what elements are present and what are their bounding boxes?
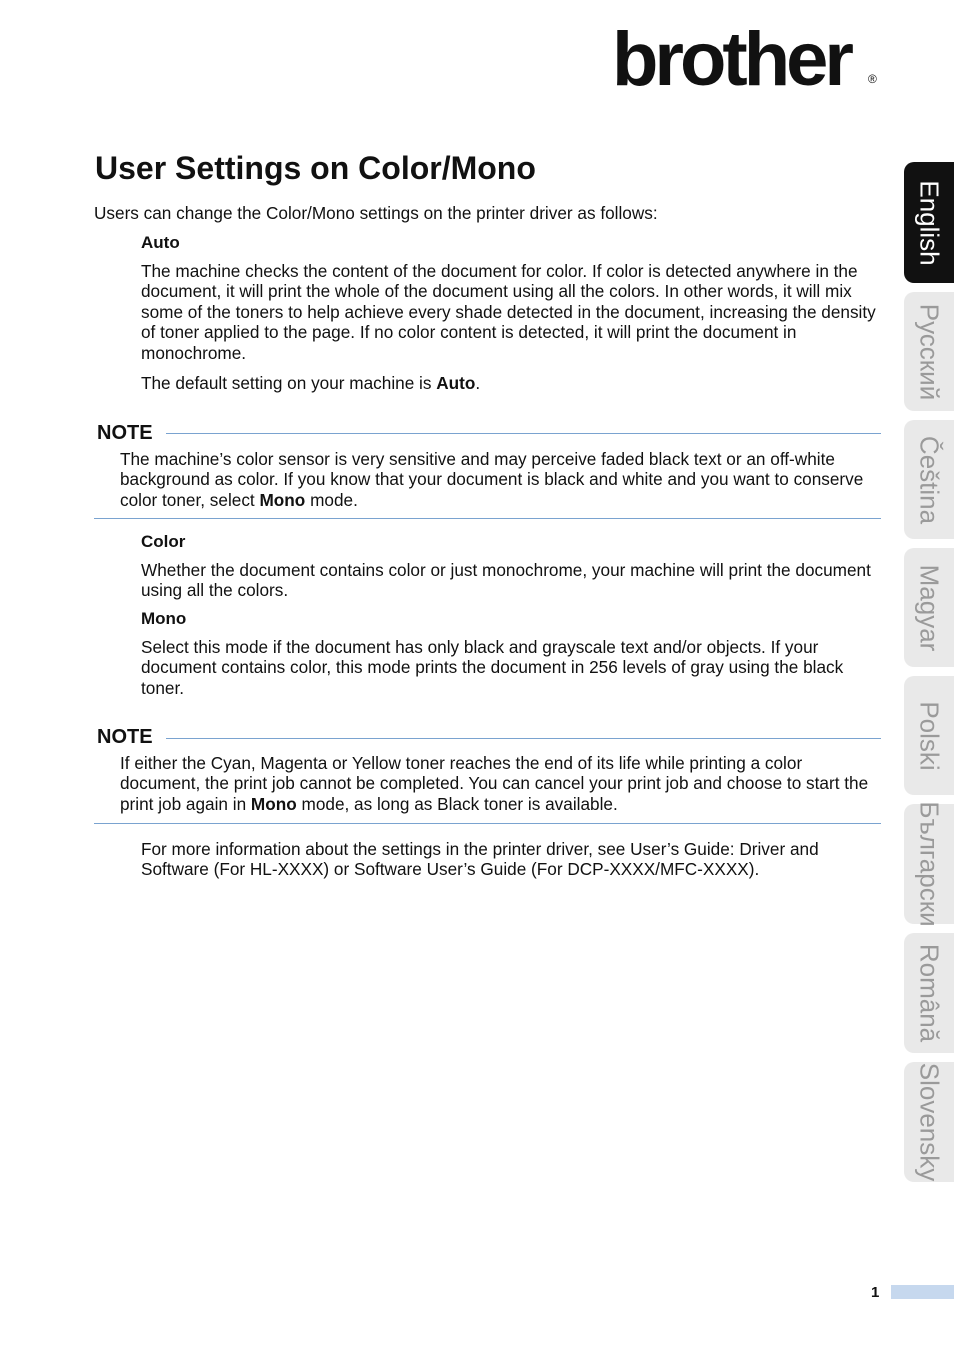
note1-bold: Mono: [259, 489, 306, 510]
tab-label: Български: [914, 801, 945, 927]
more-info-text: For more information about the settings in the printer driver, see User’s Guide: Driver and Software (For HL-XXXX) or Software User’s Guide (For DCP-XXXX/MFC-XXXX).: [141, 839, 819, 880]
color-description: Whether the document contains color or just monochrome, your machine will print the document using all the colors.: [141, 560, 871, 601]
tab-label: Slovensky: [914, 1062, 945, 1182]
default-pre: The default setting on your machine is: [141, 373, 437, 393]
note-text-1: [120, 449, 872, 510]
default-bold: Auto: [436, 373, 476, 393]
auto-default-text: [141, 373, 881, 393]
tab-bulgarian[interactable]: [904, 801, 954, 927]
tab-label: Magyar: [914, 564, 945, 651]
note1-pre: The machine’s color sensor is very sensitive and may perceive faded black text or an off-white background as color. If you know that your document is black and white and you want to conserve color toner, select: [120, 449, 864, 510]
tab-label: Română: [914, 943, 945, 1043]
tab-label: English: [914, 179, 945, 266]
note2-bold: Mono: [250, 793, 297, 814]
tab-czech[interactable]: [904, 420, 954, 539]
tab-slovak[interactable]: [904, 1062, 954, 1182]
mono-heading: Mono: [141, 609, 187, 628]
auto-description: The machine checks the content of the document for color. If color is detected anywhere in the document, it will print the whole of the document using all the colors. In other words, it will mix some of the toners to help achieve every shade detected in the document, increasing the density of toner applied to the page. If no color content is detected, it will print the document in monochrome.: [141, 261, 876, 363]
default-post: .: [475, 373, 481, 393]
brother-logo: brother: [612, 17, 850, 102]
page-number: 1: [871, 1284, 880, 1301]
note-top-rule-1: [166, 433, 881, 434]
note-bottom-rule-2: [94, 823, 881, 824]
note-text-2: [120, 753, 872, 814]
tab-hungarian[interactable]: [904, 548, 954, 667]
tab-english[interactable]: [904, 162, 954, 283]
tab-polish[interactable]: [904, 676, 954, 795]
note1-post: mode.: [305, 489, 358, 510]
registered-mark: ®: [868, 72, 877, 86]
note-label-1: NOTE: [97, 422, 153, 444]
tab-label: Čeština: [914, 435, 945, 524]
tab-romanian[interactable]: [904, 933, 954, 1053]
color-heading: Color: [141, 532, 186, 551]
note-top-rule-2: [166, 738, 881, 739]
auto-heading: Auto: [141, 233, 180, 252]
tab-russian[interactable]: [904, 292, 954, 411]
intro-text: Users can change the Color/Mono settings on the printer driver as follows:: [94, 203, 658, 223]
note2-pre: If either the Cyan, Magenta or Yellow toner reaches the end of its life while printing a color document, the print job cannot be completed. You can cancel your print job and choose to start the print job again in: [120, 753, 869, 814]
tab-label: Русский: [914, 303, 945, 400]
page-title: User Settings on Color/Mono: [95, 150, 536, 186]
tab-label: Polski: [914, 700, 945, 771]
note2-post: mode, as long as Black toner is available.: [296, 793, 618, 814]
note-bottom-rule-1: [94, 518, 881, 519]
note-label-2: NOTE: [97, 726, 153, 748]
page-number-bar: [891, 1285, 954, 1299]
mono-description: Select this mode if the document has only black and grayscale text and/or objects. If your document contains color, this mode prints the document in 256 levels of gray using the black toner.: [141, 637, 844, 698]
